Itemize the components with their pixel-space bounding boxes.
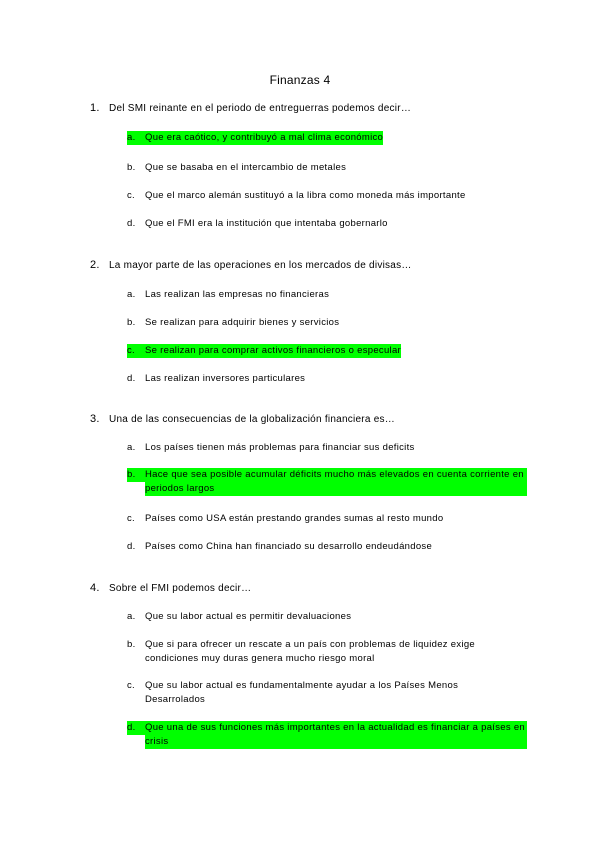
option-letter: a. bbox=[127, 289, 136, 300]
answer-option-4c bbox=[127, 679, 527, 707]
answer-option-3c bbox=[127, 512, 527, 526]
option-text: Que el marco alemán sustituyó a la libra como moneda más importante bbox=[145, 190, 466, 201]
option-letter: a. bbox=[127, 131, 145, 145]
answer-option-2d bbox=[127, 372, 527, 386]
option-text: Las realizan inversores particulares bbox=[145, 373, 306, 384]
option-text: Que si para ofrecer un rescate a un país con problemas de liquidez exige condiciones muy duras genera mucho riesgo moral bbox=[145, 639, 476, 664]
question-1 bbox=[90, 102, 540, 115]
option-letter: d. bbox=[127, 373, 136, 384]
question-4 bbox=[90, 582, 540, 595]
answer-option-4a bbox=[127, 610, 527, 624]
option-text: Los países tienen más problemas para financiar sus deficits bbox=[145, 442, 415, 453]
answer-option-4d bbox=[127, 721, 527, 749]
question-number: 2. bbox=[90, 259, 100, 271]
option-letter: a. bbox=[127, 611, 136, 622]
question-text: Sobre el FMI podemos decir… bbox=[109, 583, 252, 594]
question-text: Del SMI reinante en el periodo de entreguerras podemos decir… bbox=[109, 103, 412, 114]
option-letter: b. bbox=[127, 162, 136, 173]
option-letter: d. bbox=[127, 218, 136, 229]
option-text: Se realizan para comprar activos financieros o especular bbox=[145, 345, 402, 356]
question-2 bbox=[90, 259, 540, 272]
option-letter: a. bbox=[127, 442, 136, 453]
answer-option-3b bbox=[127, 468, 527, 496]
answer-option-2c bbox=[127, 344, 527, 358]
option-text: Que el FMI era la institución que intentaba gobernarlo bbox=[145, 218, 388, 229]
answer-option-2a bbox=[127, 288, 527, 302]
option-text: Que una de sus funciones más importantes en la actualidad es financiar a países en crisis bbox=[145, 722, 526, 747]
page-title: Finanzas 4 bbox=[269, 73, 331, 87]
answer-option-2b bbox=[127, 316, 527, 330]
option-text: Que se basaba en el intercambio de metales bbox=[145, 162, 347, 173]
option-text: Que su labor actual es fundamentalmente ayudar a los Países Menos Desarrolados bbox=[145, 680, 459, 705]
answer-option-3d bbox=[127, 540, 527, 554]
option-text: Que era caótico, y contribuyó a mal clima económico bbox=[145, 132, 384, 143]
answer-option-1d bbox=[127, 217, 527, 231]
answer-option-1b bbox=[127, 161, 527, 175]
option-letter: c. bbox=[127, 344, 145, 358]
answer-option-4b bbox=[127, 638, 527, 666]
option-text: Países como USA están prestando grandes sumas al resto mundo bbox=[145, 513, 444, 524]
question-text: La mayor parte de las operaciones en los mercados de divisas… bbox=[109, 260, 412, 271]
option-letter: c. bbox=[127, 513, 135, 524]
answer-option-1c bbox=[127, 189, 527, 203]
option-letter: d. bbox=[127, 541, 136, 552]
answer-option-3a bbox=[127, 441, 527, 455]
option-text: Países como China han financiado su desarrollo endeudándose bbox=[145, 541, 433, 552]
question-number: 1. bbox=[90, 102, 100, 114]
option-letter: d. bbox=[127, 721, 145, 735]
option-letter: b. bbox=[127, 639, 136, 650]
option-letter: c. bbox=[127, 190, 135, 201]
question-text: Una de las consecuencias de la globalización financiera es… bbox=[109, 414, 396, 425]
option-text: Se realizan para adquirir bienes y servicios bbox=[145, 317, 340, 328]
question-number: 4. bbox=[90, 582, 100, 594]
option-letter: c. bbox=[127, 680, 135, 691]
question-number: 3. bbox=[90, 413, 100, 425]
option-text: Que su labor actual es permitir devaluaciones bbox=[145, 611, 352, 622]
option-text: Hace que sea posible acumular déficits mucho más elevados en cuenta corriente en periodos largos bbox=[145, 468, 527, 496]
question-3 bbox=[90, 413, 540, 426]
option-letter: b. bbox=[127, 317, 136, 328]
option-letter: b. bbox=[127, 468, 145, 482]
answer-option-1a bbox=[127, 131, 527, 145]
option-text: Las realizan las empresas no financieras bbox=[145, 289, 330, 300]
